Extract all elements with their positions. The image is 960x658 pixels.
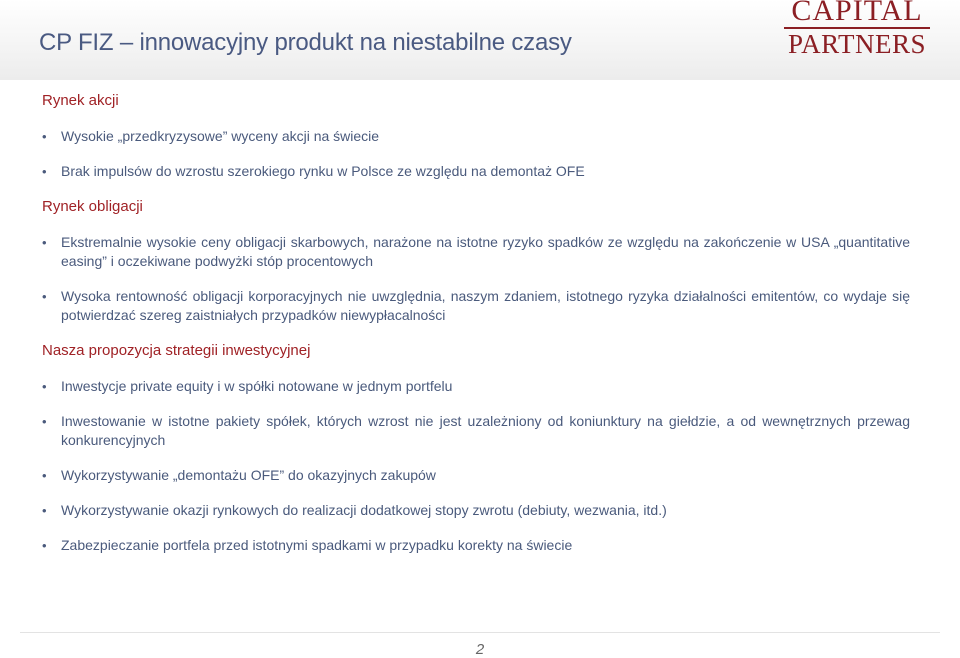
bullet-item: • Ekstremalnie wysokie ceny obligacji skarbowych, narażone na istotne ryzyko spadków ze względu na zakończenie w USA „quantitative easing” i oczekiwane podwyżki stóp procentowych (42, 233, 910, 271)
capital-partners-logo (782, 0, 932, 58)
bullet-list-rynek-akcji (42, 127, 910, 181)
section-title-rynek-obligacji: Rynek obligacji (42, 198, 143, 215)
bullet-list-propozycja-strategii (42, 377, 910, 555)
slide-title: CP FIZ – innowacyjny produkt na niestabilne czasy (39, 29, 572, 56)
bullet-item: • Wykorzystywanie okazji rynkowych do realizacji dodatkowej stopy zwrotu (debiuty, wezwania, itd.) (42, 501, 910, 520)
bullet-item: • Inwestycje private equity i w spółki notowane w jednym portfelu (42, 377, 910, 396)
slide-body (42, 91, 910, 555)
bullet-item: • Zabezpieczanie portfela przed istotnymi spadkami w przypadku korekty na świecie (42, 536, 910, 555)
bullet-item: • Brak impulsów do wzrostu szerokiego rynku w Polsce ze względu na demontaż OFE (42, 162, 910, 181)
bullet-item: • Wykorzystywanie „demontażu OFE” do okazyjnych zakupów (42, 466, 910, 485)
page-number: 2 (475, 641, 485, 658)
bullet-item: • Wysoka rentowność obligacji korporacyjnych nie uwzględnia, naszym zdaniem, istotnego ryzyka działalności emitentów, co wydaje się potwierdzać szereg zaistniałych przypadków niewypłacalności (42, 287, 910, 325)
section-title-rynek-akcji: Rynek akcji (42, 92, 119, 109)
bullet-item: • Wysokie „przedkryzysowe” wyceny akcji na świecie (42, 127, 910, 146)
section-title-propozycja-strategii: Nasza propozycja strategii inwestycyjnej (42, 342, 311, 359)
bullet-item: • Inwestowanie w istotne pakiety spółek, których wzrost nie jest uzależniony od koniunktury na giełdzie, a od wewnętrznych przewag konkurencyjnych (42, 412, 910, 450)
logo-line-1: CAPITAL (791, 0, 923, 27)
footer-divider (20, 632, 940, 633)
bullet-list-rynek-obligacji (42, 233, 910, 325)
slide-header (0, 0, 960, 80)
logo-line-2: PARTNERS (788, 29, 926, 59)
